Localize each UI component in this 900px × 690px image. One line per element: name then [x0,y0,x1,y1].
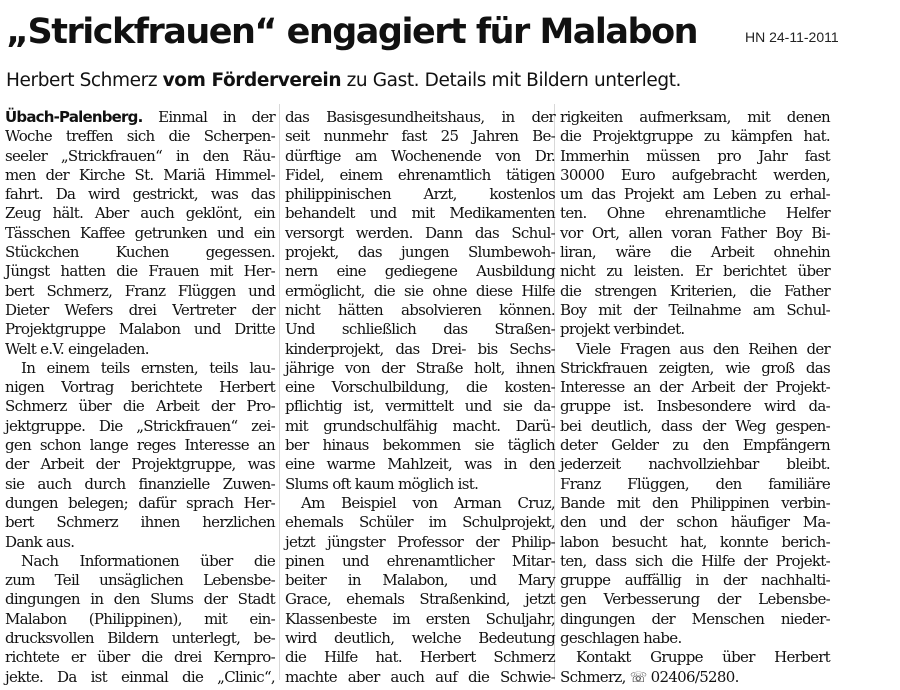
text-line: Tässchen Kaffee getrunken und ein [5,223,275,242]
text-line: In einem teils ernsten, teils lau- [21,358,275,377]
text-line: jetzt jüngster Professor der Philip- [285,532,555,551]
contact-line [560,668,830,687]
text-line: geschlagen habe. [560,629,682,648]
text-line: Slums oft kaum möglich ist. [285,474,479,493]
text-line: Stückchen Kuchen gegessen. [5,243,275,262]
subhead-text-start: Herbert Schmerz [6,70,163,91]
text-line: fahrt. Da wird gestrickt, was das [5,185,275,204]
article-headline: „Strickfrauen“ engagiert für Malabon [6,12,698,52]
text-line: ehemals Schüler im Schulprojekt, [285,513,555,532]
text-line: men der Kirche St. Mariä Himmel- [5,165,275,184]
text-line: machte aber auch auf die Schwie- [285,667,555,686]
text-line: ermöglicht, die sie ohne diese Hilfe [285,281,555,300]
text-line: bert Schmerz ihnen herzlichen [5,513,275,532]
subhead-text-end: zu Gast. Details mit Bildern unterlegt. [341,70,682,91]
text-line: Dieter Wefers drei Vertreter der [5,300,275,319]
text-line: kinderprojekt, das Drei- bis Sechs- [285,339,555,358]
text-line: Kontakt Gruppe über Herbert [576,648,830,667]
text-line: rigkeiten aufmerksam, mit denen [560,108,830,126]
text-line: seit nunmehr fast 25 Jahren Be- [285,127,555,146]
text-line: zum Teil unsäglichen Lebensbe- [5,571,275,590]
text-line: Zeug hält. Aber auch geklönt, ein [5,204,275,223]
text-line: Schmerz über die Arbeit der Pro- [5,397,275,416]
text-line: seeler „Strickfrauen“ in den Räu- [5,146,275,165]
text-line: Grace, ehemals Straßenkind, jetzt [285,590,555,609]
text-line: philippinischen Arzt, kostenlos [285,185,555,204]
text-line: Strickfrauen zeigten, wie groß das [560,358,830,377]
text-line: Immerhin müssen pro Jahr fast [560,146,830,165]
text-line-rest: Einmal in der [142,108,275,126]
text-line [5,108,275,127]
article-column-2 [285,108,555,687]
text-line: liran, wäre die Arbeit ohnehin [560,243,830,262]
phone-icon: ☏ [629,669,647,686]
text-line: Boy mit der Teilnahme am Schul- [560,300,830,319]
text-line: gruppe auffällig in der nachhalti- [560,571,830,590]
text-line: projekt verbindet. [560,320,685,339]
text-line: den und der schon häufiger Ma- [560,513,830,532]
text-line: nicht hätten absolvieren können. [285,300,555,319]
text-line: die Projektgruppe zu kämpfen hat. [560,127,830,146]
text-line: vor Ort, allen voran Father Boy Bi- [560,223,830,242]
text-line: 30000 Euro aufgebracht werden, [560,165,830,184]
text-line: deter Gelder zu den Empfängern [560,436,830,455]
text-line: nigen Vortrag berichtete Herbert [5,378,275,397]
text-line: projekt, das jungen Slumbewoh- [285,243,555,262]
text-line: Woche treffen sich die Scherpen- [5,127,275,146]
article-column-1 [5,108,275,687]
text-line: Und schließlich das Straßen- [285,320,555,339]
text-line: Interesse an der Arbeit der Projekt- [560,378,830,397]
article-column-3 [560,108,830,687]
contact-name: Schmerz, [560,667,630,686]
text-line: ber hinaus bekommen sie täglich [285,436,555,455]
text-line: ten, dass sich die Hilfe der Projekt- [560,551,830,570]
text-line: Malabon (Philippinen), mit ein- [5,609,275,628]
text-line: Fidel, einem ehrenamtlich tätigen [285,165,555,184]
column-rule [279,104,280,680]
text-line: behandelt und mit Medikamenten [285,204,555,223]
text-line: Klassenbeste im ersten Schuljahr, [285,609,555,628]
text-line: ten. Ohne ehrenamtliche Helfer [560,204,830,223]
text-line: dungen belegen; dafür sprach Her- [5,493,275,512]
text-line: die strengen Kriterien, die Father [560,281,830,300]
text-line: der Arbeit der Projektgruppe, was [5,455,275,474]
text-line: Projektgruppe Malabon und Dritte [5,320,275,339]
text-line: um das Projekt am Leben zu erhal- [560,185,830,204]
text-line: Welt e.V. eingeladen. [5,339,149,358]
text-line: pflichtig ist, vermittelt und sie da- [285,397,555,416]
text-line: labon besucht hat, konnte berich- [560,532,830,551]
text-line: Viele Fragen aus den Reihen der [576,339,830,358]
text-line: gruppe ist. Insbesondere wird da- [560,397,830,416]
text-line: richtete er über die drei Kernpro- [5,648,275,667]
phone-number: 02406/5280. [646,667,739,686]
text-line: jekte. Da ist einmal die „Clinic“, [5,667,275,686]
text-line: das Basisgesundheitshaus, in der [285,108,555,126]
text-line: beiter in Malabon, und Mary [285,571,555,590]
text-line: gen Verbesserung der Lebensbe- [560,590,830,609]
subhead-bold: vom Förderverein [162,70,342,91]
text-line: wird deutlich, welche Bedeutung [285,629,555,648]
text-line: Am Beispiel von Arman Cruz, [301,493,555,512]
article-subhead [6,69,681,93]
text-line: Jüngst hatten die Frauen mit Her- [5,262,275,281]
text-line: jederzeit nachvollziehbar bleibt. [560,455,830,474]
text-line: bei deutlich, dass der Weg gespen- [560,416,830,435]
text-line: jektgruppe. Die „Strickfrauen“ zei- [5,416,275,435]
text-line: Nach Informationen über die [21,551,275,570]
text-line: eine warme Mahlzeit, was in den [285,455,555,474]
text-line: versorgt werden. Dann das Schul- [285,223,555,242]
location-lead: Übach-Palenberg. [5,108,143,126]
text-line: die Hilfe hat. Herbert Schmerz [285,648,555,667]
text-line: Franz Flüggen, den familiäre [560,474,830,493]
text-line: Dank aus. [5,532,75,551]
text-line: eine Vorschulbildung, die kosten- [285,378,555,397]
text-line: jährige von der Straße holt, ihnen [285,358,555,377]
text-line: Bande mit den Philippinen verbin- [560,493,830,512]
text-line: dingungen in den Slums der Stadt [5,590,275,609]
text-line: mit grundschulfähig macht. Darü- [285,416,555,435]
text-line: nern eine gediegene Ausbildung [285,262,555,281]
text-line: dingungen der Menschen nieder- [560,609,830,628]
text-line: dürftige am Wochenende von Dr. [285,146,555,165]
text-line: nicht zu leisten. Er berichtet über [560,262,830,281]
text-line: gen schon lange reges Interesse an [5,436,275,455]
text-line: pinen und ehrenamtlicher Mitar- [285,551,555,570]
text-line: drucksvollen Bildern unterlegt, be- [5,629,275,648]
dateline: HN 24-11-2011 [745,29,839,45]
text-line: bert Schmerz, Franz Flüggen und [5,281,275,300]
text-line: sie auch durch finanzielle Zuwen- [5,474,275,493]
